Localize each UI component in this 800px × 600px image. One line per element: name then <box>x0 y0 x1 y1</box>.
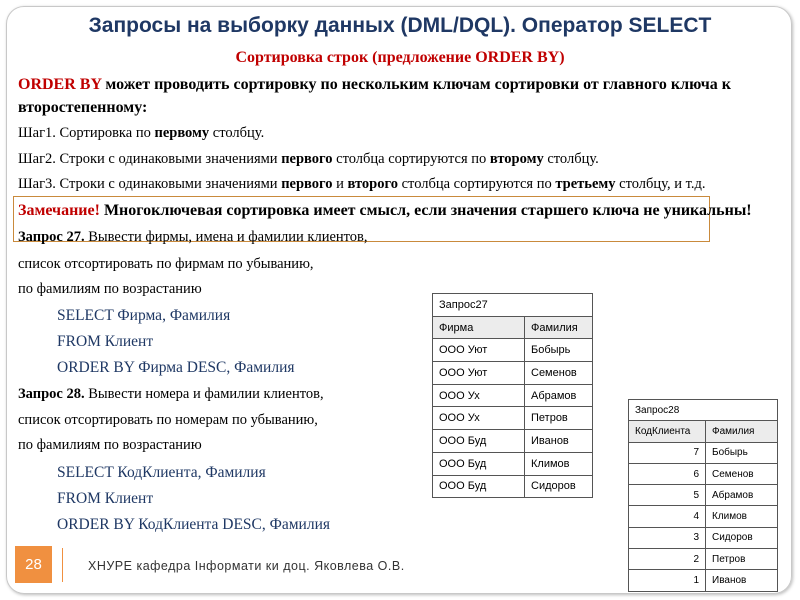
slide-number: 28 <box>15 546 52 583</box>
slide-subtitle: Сортировка строк (предложение ORDER BY) <box>235 49 565 66</box>
query27-line-2: список отсортировать по фирмам по убыванию, <box>18 256 314 272</box>
slide-title: Запросы на выборку данных (DML/DQL). Оператор SELECT <box>88 14 712 37</box>
table-caption: Запрос28 <box>629 400 778 421</box>
column-header-surname: Фамилия <box>706 421 778 442</box>
table-row: 3 Сидоров <box>629 527 778 548</box>
query28-label: Запрос 28. <box>18 386 85 402</box>
table-row: ООО Уют Семенов <box>433 362 593 385</box>
step-2: Шаг2. Строки с одинаковыми значениями первого столбца сортируются по второму столбцу. <box>18 151 599 167</box>
query27-label: Запрос 27. <box>18 229 85 245</box>
table-row: ООО Ух Петров <box>433 407 593 430</box>
query28-line-1: Запрос 28. Вывести номера и фамилии клиентов, <box>18 386 324 402</box>
query28-result-table <box>628 399 778 592</box>
note-text: Многоключевая сортировка имеет смысл, если значения старшего ключа не уникальны! <box>99 202 752 219</box>
note-line <box>18 202 752 220</box>
intro-line-1 <box>18 76 731 94</box>
column-header-surname: Фамилия <box>525 316 593 339</box>
query28-code-orderby: ORDER BY КодКлиента DESC, Фамилия <box>57 516 331 533</box>
table-row: ООО Уют Бобырь <box>433 339 593 362</box>
footer-divider <box>62 548 63 582</box>
step-3: Шаг3. Строки с одинаковыми значениями первого и второго столбца сортируются по третьему столбцу, и т.д. <box>18 176 706 192</box>
order-by-keyword: ORDER BY <box>18 76 102 93</box>
query28-line-2: список отсортировать по номерам по убыванию, <box>18 412 318 428</box>
footer-text: ХНУРЕ кафедра Інформати ки доц. Яковлева О.В. <box>88 559 405 573</box>
query27-line-3: по фамилиям по возрастанию <box>18 281 202 297</box>
query28-code-select: SELECT КодКлиента, Фамилия <box>57 464 266 481</box>
table-row: ООО Буд Климов <box>433 452 593 475</box>
table-row: ООО Буд Сидоров <box>433 475 593 498</box>
query27-code-orderby: ORDER BY Фирма DESC, Фамилия <box>57 359 295 376</box>
table-row: 4 Климов <box>629 506 778 527</box>
query27-result-table <box>432 293 593 498</box>
query27-line-1: Запрос 27. Вывести фирмы, имена и фамилии клиентов, <box>18 229 368 245</box>
step-1: Шаг1. Сортировка по первому столбцу. <box>18 125 265 141</box>
table-row: 7 Бобырь <box>629 442 778 463</box>
column-header-firm: Фирма <box>433 316 525 339</box>
table-row: 1 Иванов <box>629 570 778 591</box>
column-header-client-id: КодКлиента <box>629 421 706 442</box>
query28-line-3: по фамилиям по возрастанию <box>18 437 202 453</box>
query27-code-select: SELECT Фирма, Фамилия <box>57 307 231 324</box>
query28-code-from: FROM Клиент <box>57 490 154 507</box>
intro-text: может проводить сортировку по нескольким ключам сортировки от главного ключа к <box>101 76 731 93</box>
table-row: 2 Петров <box>629 549 778 570</box>
table-row: 6 Семенов <box>629 463 778 484</box>
note-label: Замечание! <box>18 202 100 219</box>
table-row: ООО Буд Иванов <box>433 430 593 453</box>
table-caption: Запрос27 <box>433 294 593 317</box>
intro-line-2: второстепенному: <box>18 99 148 116</box>
query27-code-from: FROM Клиент <box>57 333 154 350</box>
table-row: 5 Абрамов <box>629 485 778 506</box>
table-row: ООО Ух Абрамов <box>433 384 593 407</box>
